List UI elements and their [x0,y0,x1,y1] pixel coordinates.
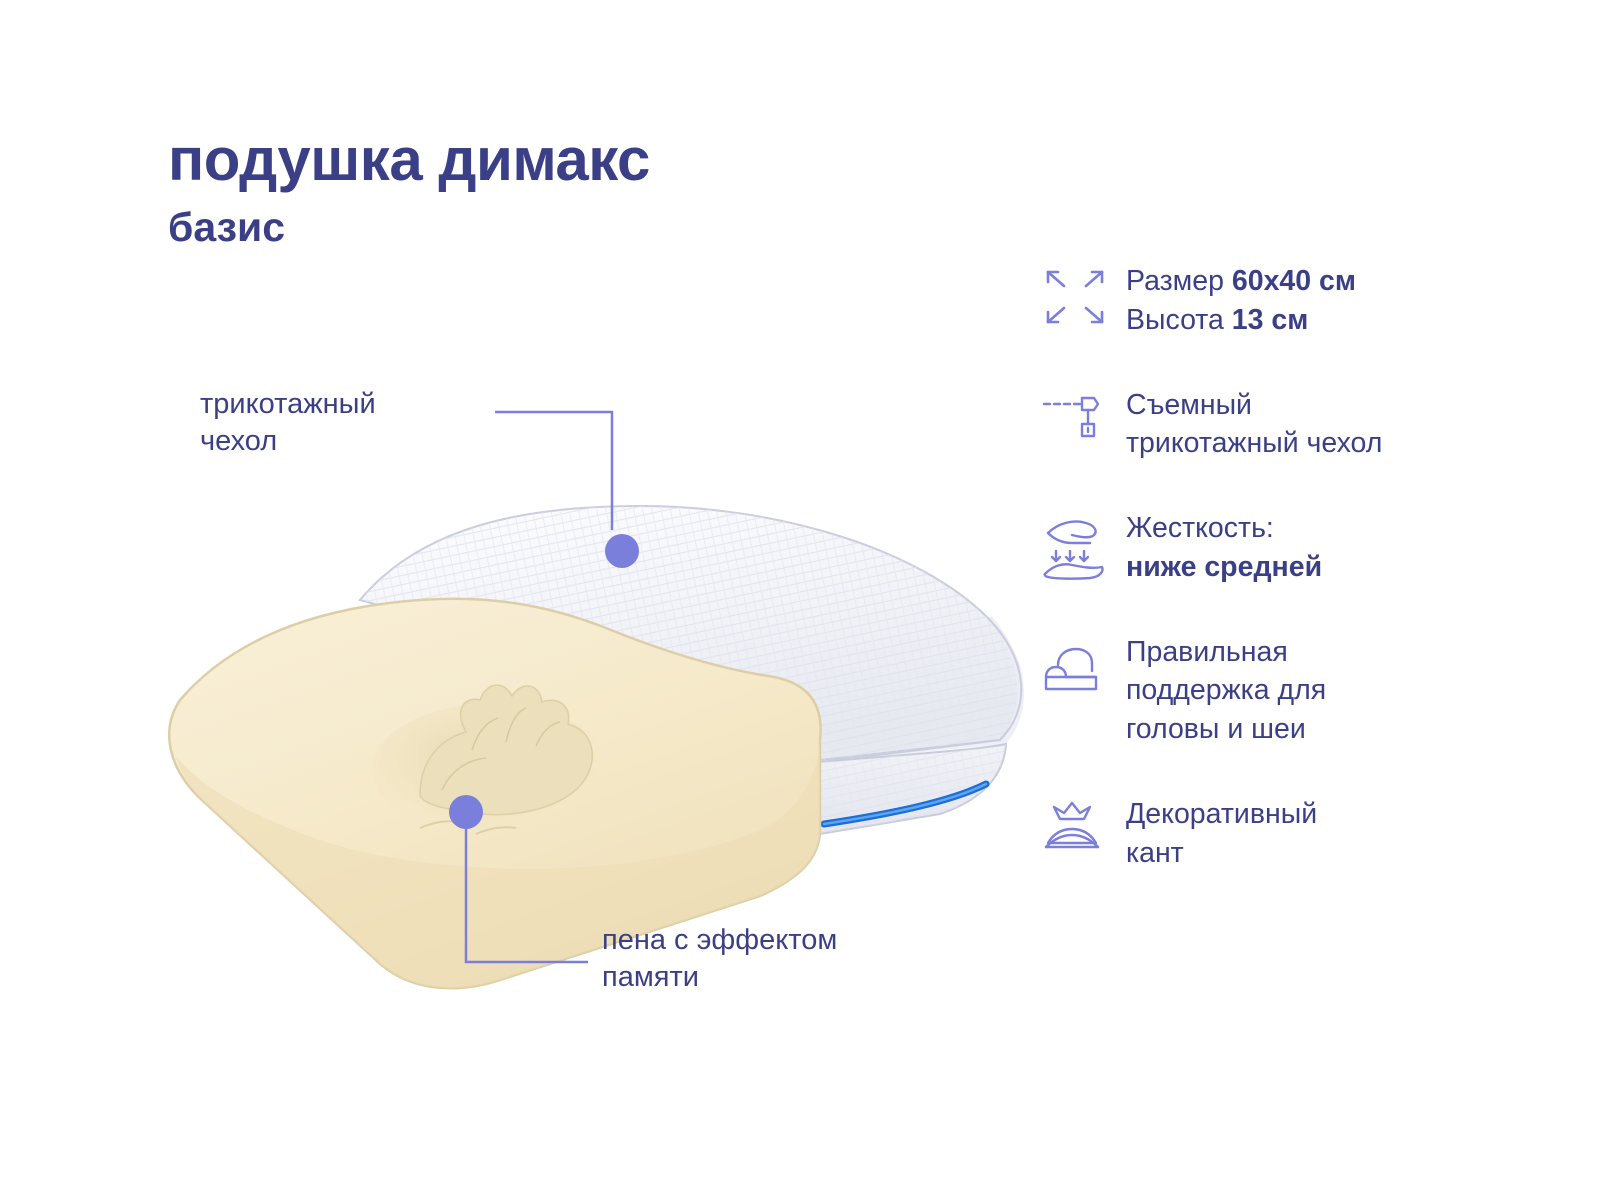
head-support-icon [1040,633,1126,703]
feature-size [1040,262,1560,340]
product-subtitle: базис [168,204,286,250]
feature-cover-line2: трикотажный чехол [1126,427,1383,460]
arrows-resize-icon [1040,262,1126,328]
page-title [168,128,650,252]
feature-firmness-line1: Жесткость: [1126,512,1274,544]
feature-height-label: Высота [1126,303,1232,336]
feature-size-label: Размер [1126,265,1232,297]
feature-piping [1040,795,1560,873]
feature-head-support-text [1126,633,1326,749]
feature-piping-line2: кант [1126,836,1184,869]
feature-removable-cover [1040,386,1560,464]
feature-removable-cover-text [1126,386,1382,464]
product-title: подушка димакс [168,126,650,193]
crown-piping-icon [1040,795,1126,857]
feature-support-line2: поддержка для [1126,674,1327,707]
feature-firmness-text [1126,509,1322,587]
feature-list [1040,262,1560,918]
feature-head-support [1040,633,1560,749]
feature-height-value: 13 см [1231,303,1309,336]
feature-cover-line1: Съемный [1126,388,1252,421]
feature-support-line3: головы и шеи [1126,713,1306,745]
callout-label-foam [602,922,837,996]
callout-foam-line1: пена с эффектом [602,924,838,956]
callout-cover-line2: чехол [200,425,278,458]
feature-piping-text [1126,795,1317,873]
firmness-hand-icon [1040,509,1126,583]
feature-firmness-line2: ниже средней [1126,550,1323,583]
zipper-icon [1040,386,1126,448]
feature-size-value: 60х40 см [1231,265,1356,297]
pillow-illustration [120,410,1080,1030]
callout-foam-line2: памяти [602,961,699,994]
callout-cover-line1: трикотажный [200,388,376,420]
feature-piping-line1: Декоративный [1126,797,1318,830]
feature-size-text [1126,262,1356,340]
callout-label-cover [200,386,376,460]
feature-firmness [1040,509,1560,587]
feature-support-line1: Правильная [1126,635,1288,668]
